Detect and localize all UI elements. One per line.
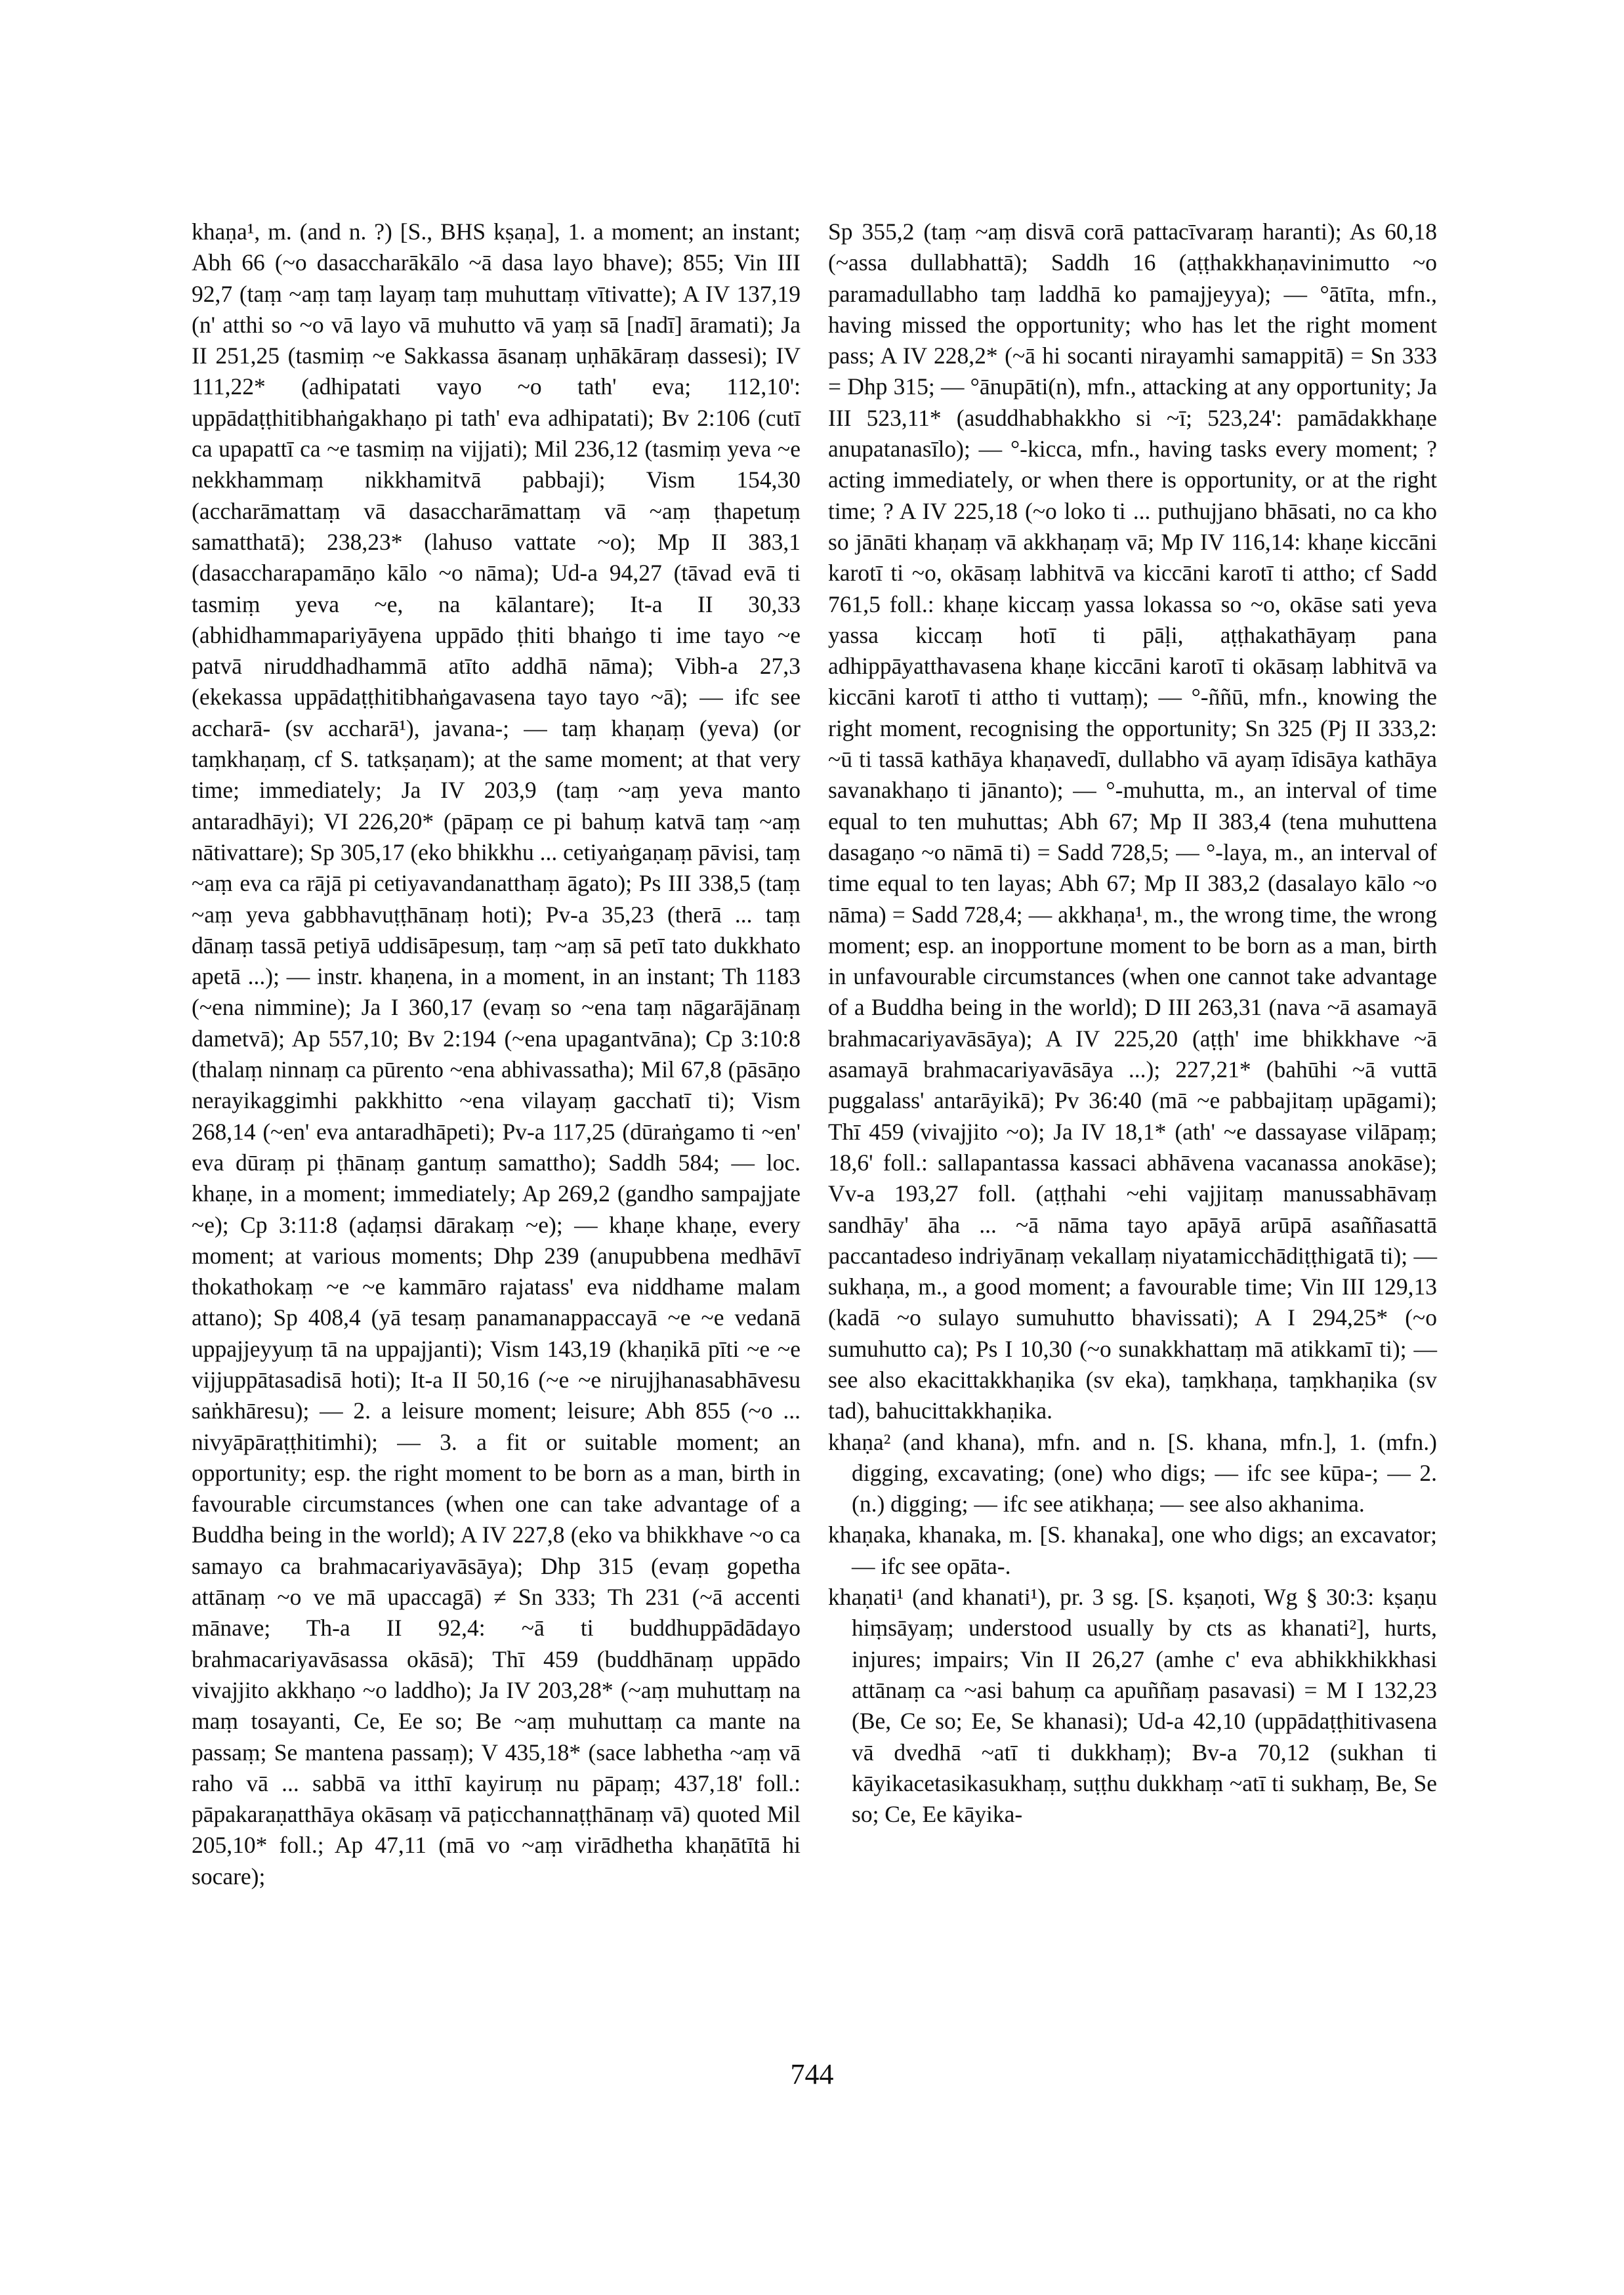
- entry-khana1: khaṇa¹, m. (and n. ?) [S., BHS kṣaṇa], 1. a moment; an instant; Abh 66 (~o dasaccharākālo ~ā dasa layo bhave); 855; Vin III 92,7 (taṃ ~aṃ taṃ layaṃ taṃ muhuttaṃ vītivatte); A IV 137,19 (n' atthi so ~o vā layo vā muhutto vā yaṃ sā [nadī] āramati); Ja II 251,25 (tasmiṃ ~e Sakkassa āsanaṃ uṇhākāraṃ dassesi); IV 111,22* (adhipatati vayo ~o tath' eva; 112,10': uppādaṭṭhitibhaṅgakhaṇo pi tath' eva adhipatati); Bv 2:106 (cutī ca upapattī ca ~e tasmiṃ na vijjati); Mil 236,12 (tasmiṃ yeva ~e nekkhammaṃ nikkhamitvā pabbaji); Vism 154,30 (accharāmattaṃ vā dasaccharāmattaṃ vā ~aṃ ṭhapetuṃ samatthatā); 238,23* (lahuso vattate ~o); Mp II 383,1 (dasaccharapamāṇo kālo ~o nāma); Ud-a 94,27 (tāvad evā ti tasmiṃ yeva ~e, na kālantare); It-a II 30,33 (abhidhammapariyāyena uppādo ṭhiti bhaṅgo ti ime tayo ~e patvā niruddhadhammā atīto addhā nāma); Vibh-a 27,3 (ekekassa uppādaṭṭhitibhaṅgavasena tayo tayo ~ā); — ifc see accharā- (sv accharā¹), javana-; — taṃ khaṇaṃ (yeva) (or taṃkhaṇaṃ, cf S. tatkṣaṇam); at the same moment; at that very time; immediately; Ja IV 203,9 (taṃ ~aṃ yeva manto antaradhāyi); VI 226,20* (pāpaṃ ce pi bahuṃ katvā taṃ ~aṃ nātivattare); Sp 305,17 (eko bhikkhu ... cetiyaṅgaṇaṃ pāvisi, taṃ ~aṃ eva ca rājā pi cetiyavandanatthaṃ āgato); Ps III 338,5 (taṃ ~aṃ yeva gabbhavuṭṭhānaṃ hoti); Pv-a 35,23 (therā ... taṃ dānaṃ tassā petiyā uddisāpesuṃ, taṃ ~aṃ sā petī tato dukkhato apetā ...); — instr. khaṇena, in a moment, in an instant; Th 1183 (~ena nimmine); Ja I 360,17 (evaṃ so ~ena taṃ nāgarājānaṃ dametvā); Ap 557,10; Bv 2:194 (~ena upagantvāna); Cp 3:10:8 (thalaṃ ninnaṃ ca pūrento ~ena abhivassatha); Mil 67,8 (pāsāṇo nerayikaggimhi pakkhitto ~ena vilayaṃ gacchatī ti); Vism 268,14 (~en' eva antaradhāpeti); Pv-a 117,25 (dūraṅgamo ti ~en' eva dūraṃ pi ṭhānaṃ gantuṃ samattho); Saddh 584; — loc. khaṇe, in a moment; immediately; Ap 269,2 (gandho sampajjate ~e); Cp 3:11:8 (aḍaṃsi dārakaṃ ~e); — khaṇe khaṇe, every moment; at various moments; Dhp 239 (anupubbena medhāvī thokathokaṃ ~e ~e kammāro rajatass' eva niddhame malam attano); Sp 408,4 (yā tesaṃ panamanappaccayā ~e ~e vedanā uppajjeyyuṃ tā na uppajjanti); Vism 143,19 (khaṇikā pīti ~e ~e vijjuppātasadisā hoti); It-a II 50,16 (~e ~e nirujjhanasabhāvesu saṅkhāresu); — 2. a leisure moment; leisure; Abh 855 (~o ... nivyāpāraṭṭhitimhi); — 3. a fit or suitable moment; an opportunity; esp. the right moment to be born as a man, birth in favourable circumstances (when one can take advantage of a Buddha being in the world); A IV 227,8 (eko va bhikkhave ~o ca samayo ca brahmacariyavāsāya); Dhp 315 (evaṃ gopetha attānaṃ ~o ve mā upaccagā) ≠ Sn 333; Th 231 (~ā accenti mānave; Th-a II 92,4: ~ā ti buddhuppādādayo brahmacariyavāsassa okāsā); Thī 459 (buddhānaṃ uppādo vivajjito akkhaṇo ~o laddho); Ja IV 203,28* (~aṃ muhuttaṃ na maṃ tosayanti, Ce, Ee so; Be ~aṃ muhuttaṃ ca mante na passaṃ; Se mantena passaṃ); V 435,18* (sace labhetha ~aṃ vā raho vā ... sabbā va itthī kayiruṃ nu pāpaṃ; 437,18' foll.: pāpakaraṇatthāya okāsaṃ vā paṭicchannaṭṭhānaṃ vā) quoted Mil 205,10* foll.; Ap 47,11 (mā vo ~aṃ virādhetha khaṇātītā hi socare);: [192, 218, 801, 1890]
- page-number: 744: [790, 2058, 834, 2090]
- entry-khana2: khaṇa² (and khana), mfn. and n. [S. khana, mfn.], 1. (mfn.) digging, excavating; (one) who digs; — ifc see kūpa-; — 2. (n.) digging; — ifc see atikhaṇa; — see also akhanima.: [828, 1428, 1437, 1518]
- left-column: [192, 217, 801, 1892]
- right-column: [828, 217, 1437, 1830]
- entry-khanati1: khaṇati¹ (and khanati¹), pr. 3 sg. [S. kṣaṇoti, Wg § 30:3: kṣaṇu hiṃsāyaṃ; understood usually by cts as khanati²], hurts, injures; impairs; Vin II 26,27 (amhe c' eva abhikkhikkhasi attānaṃ ca ~asi bahuṃ ca apuññaṃ pasavasi) = M I 132,23 (Be, Ce so; Ee, Se khanasi); Ud-a 42,10 (uppādaṭṭhitivasena vā dvedhā ~atī ti dukkhaṃ); Bv-a 70,12 (sukhan ti kāyikacetasikasukhaṃ, suṭṭhu dukkhaṃ ~atī ti sukhaṃ, Be, Se so; Ce, Ee kāyika-: [828, 1584, 1437, 1828]
- entry-khanaka: khaṇaka, khanaka, m. [S. khanaka], one who digs; an excavator; — ifc see opāta-.: [828, 1521, 1437, 1579]
- entry-khana1-continued: Sp 355,2 (taṃ ~aṃ disvā corā pattacīvaraṃ haranti); As 60,18 (~assa dullabhattā); Saddh 16 (aṭṭhakkhaṇavinimutto ~o paramadullabho taṃ laddhā ko pamajjeyya); — °ātīta, mfn., having missed the opportunity; who has let the right moment pass; A IV 228,2* (~ā hi socanti nirayamhi samappitā) = Sn 333 = Dhp 315; — °ānupāti(n), mfn., attacking at any opportunity; Ja III 523,11* (asuddhabhakkho si ~ī; 523,24': pamādakkhaṇe anupatanasīlo); — °-kicca, mfn., having tasks every moment; ? acting immediately, or when there is opportunity, or at the right time; ? A IV 225,18 (~o loko ti ... puthujjano bhāsati, no ca kho so jānāti khaṇaṃ vā akkhaṇaṃ vā; Mp IV 116,14: khaṇe kiccāni karotī ti ~o, okāsaṃ labhitvā va kiccāni karotī ti attho; cf Sadd 761,5 foll.: khaṇe kiccaṃ yassa lokassa so ~o, okāse sati yeva yassa kiccaṃ hotī ti pāḷi, aṭṭhakathāyaṃ pana adhippāyatthavasena khaṇe kiccāni karotī ti okāsaṃ labhitvā va kiccāni karotī ti attho ti vuttaṃ); — °-ññū, mfn., knowing the right moment, recognising the opportunity; Sn 325 (Pj II 333,2: ~ū ti tassā kathāya khaṇavedī, dullabho vā ayaṃ īdisāya kathāya savanakhaṇo ti jānanto); — °-muhutta, m., an interval of time equal to ten muhuttas; Abh 67; Mp II 383,4 (tena muhuttena dasagaṇo ~o nāmā ti) = Sadd 728,5; — °-laya, m., an interval of time equal to ten layas; Abh 67; Mp II 383,2 (dasalayo kālo ~o nāma) = Sadd 728,4; — akkhaṇa¹, m., the wrong time, the wrong moment; esp. an inopportune moment to be born as a man, birth in unfavourable circumstances (when one cannot take advantage of a Buddha being in the world); D III 263,31 (nava ~ā asamayā brahmacariyavāsāya); A IV 225,20 (aṭṭh' ime bhikkhave ~ā asamayā brahmacariyavāsāya ...); 227,21* (bahūhi ~ā vuttā puggalass' antarāyikā); Pv 36:40 (mā ~e pabbajitaṃ upāgami); Thī 459 (vivajjito ~o); Ja IV 18,1* (ath' ~e dassayase vilāpaṃ; 18,6' foll.: sallapantassa kassaci abhāvena vacanassa anokāse); Vv-a 193,27 foll. (aṭṭhahi ~ehi vajjitaṃ manussabhāvaṃ sandhāy' āha ... ~ā nāma tayo apāyā arūpā asaññasattā paccantadeso indriyānaṃ vekallaṃ niyatamicchādiṭṭhigatā ti); — sukhaṇa, m., a good moment; a favourable time; Vin III 129,13 (kadā ~o sulayo sumuhutto bhavissati); A I 294,25* (~o sumuhutto ca); Ps I 10,30 (~o sunakkhattaṃ mā atikkamī ti); — see also ekacittakkhaṇika (sv eka), taṃkhaṇa, taṃkhaṇika (sv tad), bahucittakkhaṇika.: [828, 218, 1437, 1424]
